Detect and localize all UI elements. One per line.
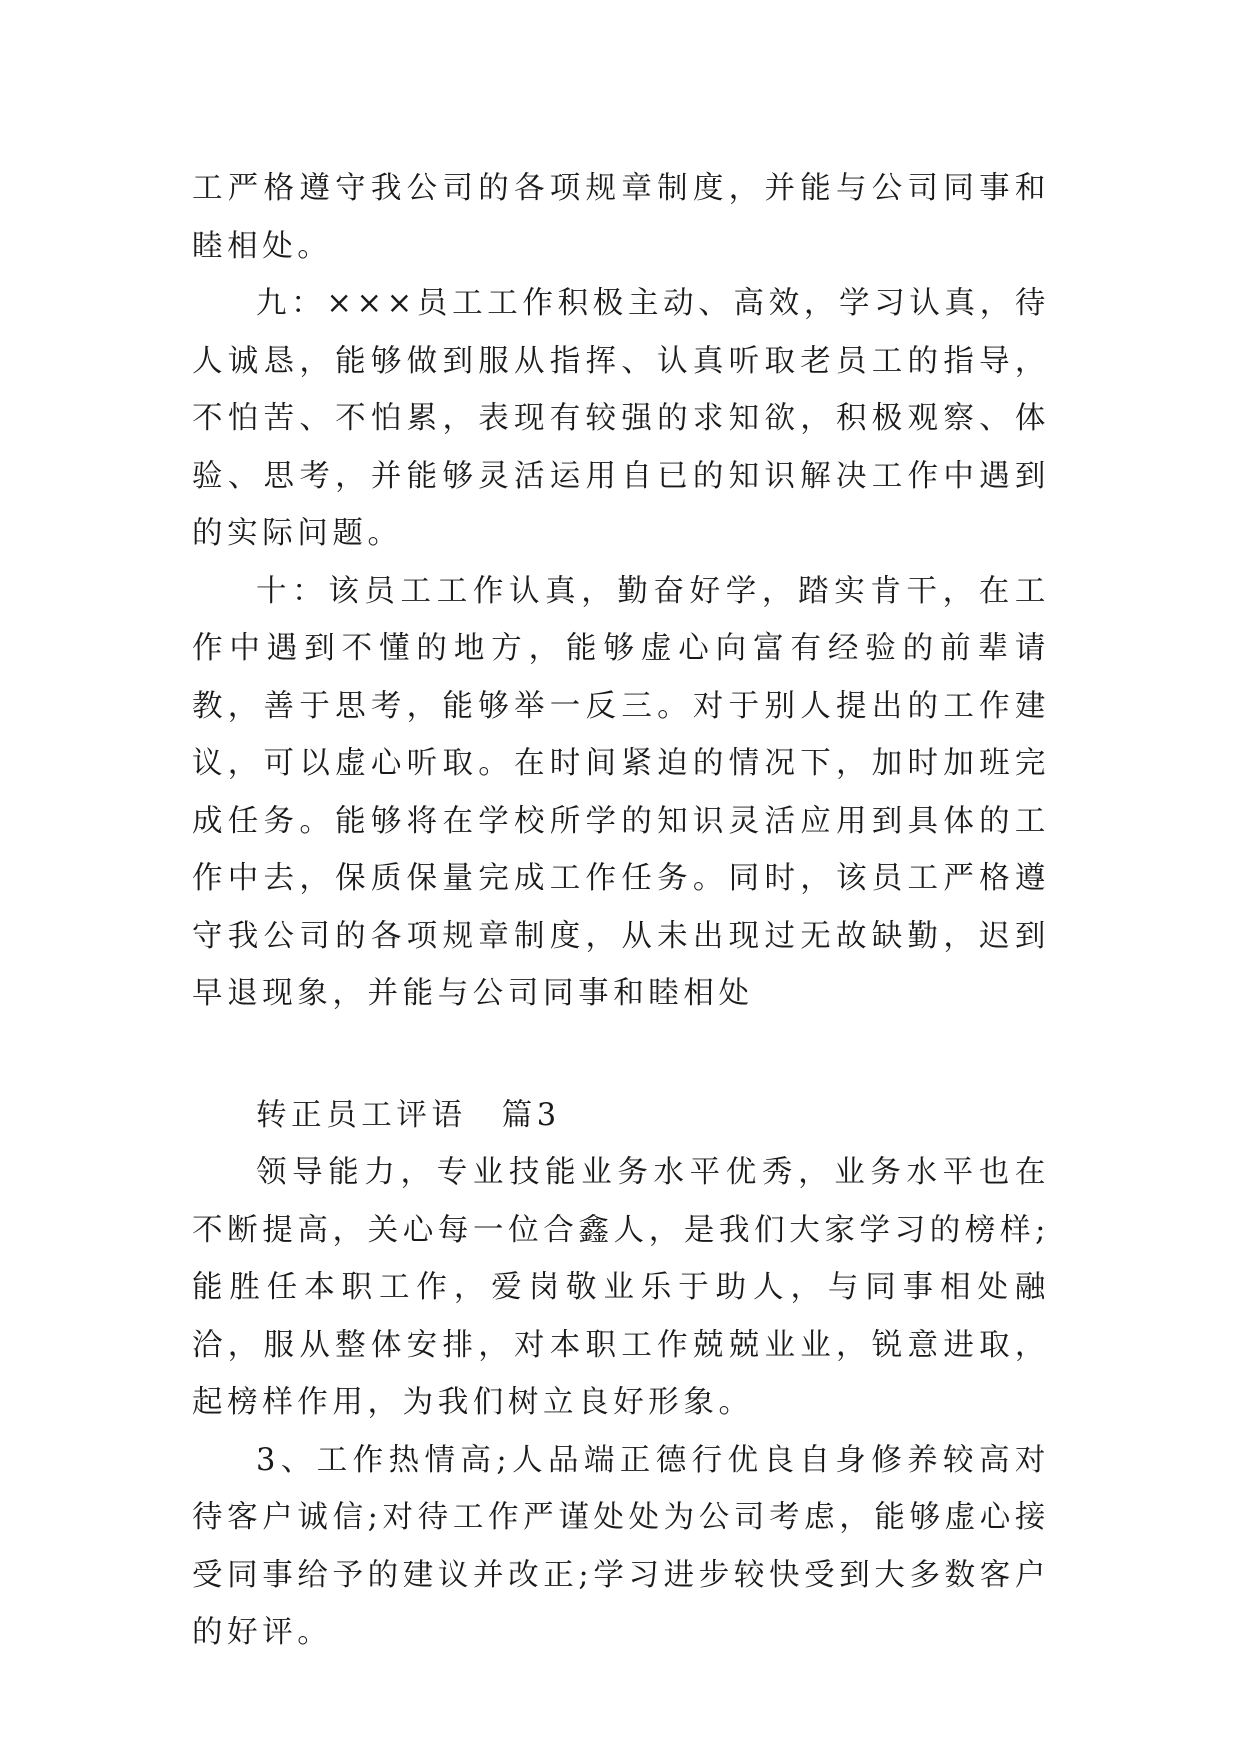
paragraph-continuation: 工严格遵守我公司的各项规章制度，并能与公司同事和睦相处。 — [192, 171, 1050, 264]
paragraph-leadership: 领导能力，专业技能业务水平优秀，业务水平也在不断提高，关心每一位合鑫人，是我们大家学习的榜样;能胜任本职工作，爱岗敬业乐于助人，与同事相处融洽，服从整体安排，对本职工作兢兢业业，锐意进取，起榜样作用，为我们树立良好形象。 — [192, 1155, 1050, 1420]
paragraph-item-three: 3、工作热情高;人品端正德行优良自身修养较高对待客户诚信;对待工作严谨处处为公司考虑，能够虚心接受同事给予的建议并改正;学习进步较快受到大多数客户的好评。 — [192, 1442, 1050, 1650]
section-heading: 转正员工评语 篇3 — [256, 1097, 561, 1133]
paragraph-item-ten: 十：该员工工作认真，勤奋好学，踏实肯干，在工作中遇到不懂的地方，能够虚心向富有经验的前辈请教，善于思考，能够举一反三。对于别人提出的工作建议，可以虚心听取。在时间紧迫的情况下，加时加班完成任务。能够将在学校所学的知识灵活应用到具体的工作中去，保质保量完成工作任务。同时，该员工严格遵守我公司的各项规章制度，从未出现过无故缺勤，迟到早退现象，并能与公司同事和睦相处 — [192, 573, 1050, 1011]
document-page — [192, 160, 1050, 1662]
paragraph-item-nine: 九：×××员工工作积极主动、高效，学习认真，待人诚恳，能够做到服从指挥、认真听取老员工的指导，不怕苦、不怕累，表现有较强的求知欲，积极观察、体验、思考，并能够灵活运用自已的知识解决工作中遇到的实际问题。 — [192, 286, 1050, 551]
section-gap — [192, 1023, 1050, 1087]
